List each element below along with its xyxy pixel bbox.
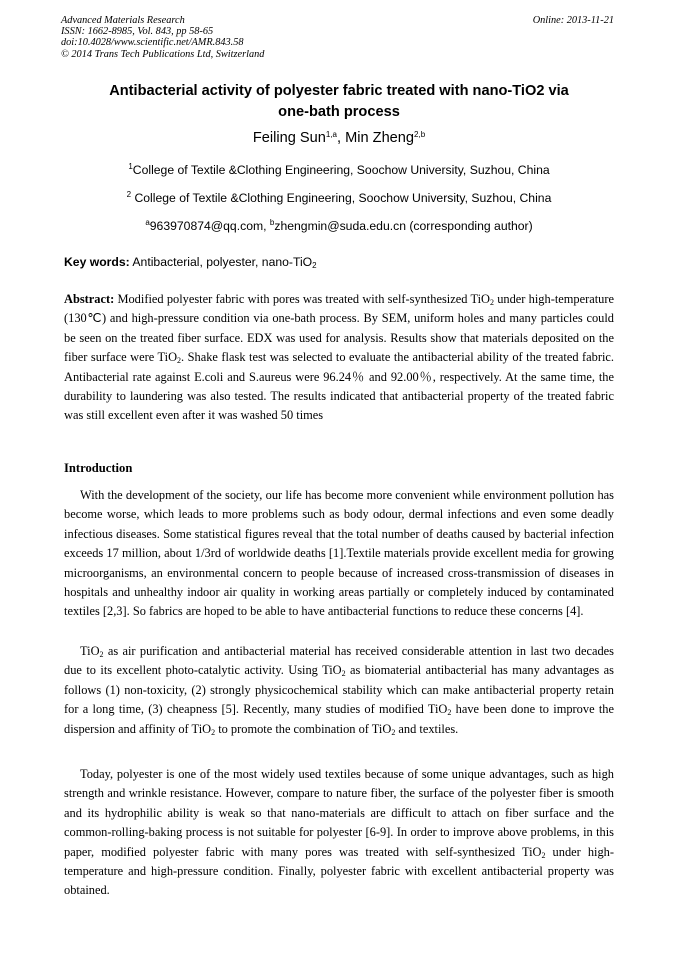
author-name: Min Zheng	[345, 130, 415, 146]
introduction-paragraph-3	[64, 765, 614, 901]
paper-title	[0, 81, 678, 123]
introduction-paragraph-2	[64, 642, 614, 739]
email-marker: a	[145, 218, 150, 227]
abstract-label: Abstract:	[64, 292, 115, 306]
paragraph-text: as air purification and antibacterial material has received considerable attention in last two decades due to its excellent photo-catalytic activity. Using TiO	[64, 644, 614, 678]
keywords-label: Key words:	[64, 255, 130, 269]
email-text: zhengmin@suda.edu.cn (corresponding author)	[274, 219, 533, 233]
paragraph-text: to promote the combination of TiO	[215, 721, 392, 736]
keywords	[64, 254, 317, 270]
paragraph-text: TiO	[80, 644, 100, 658]
affiliation-text: College of Textile &Clothing Engineering, Soochow University, Suzhou, China	[132, 163, 550, 177]
affiliation-marker: 1	[128, 162, 133, 171]
section-heading-introduction: Introduction	[64, 461, 133, 475]
email-marker: b	[269, 218, 275, 227]
subscript: 2	[489, 298, 494, 307]
subscript: 2	[211, 727, 216, 737]
paragraph-text: as biomaterial antibacterial has many advantages as follows (1) non-toxicity, (2) strongly physicochemical stability which can make antibacterial property retain for a long time, (3) cheapness [5]. Recently, many studies of modified TiO	[64, 663, 614, 717]
author-name: Feiling Sun	[252, 130, 326, 146]
keywords-text: Antibacterial, polyester, nano-TiO	[129, 255, 313, 269]
paragraph-text: have been done to improve the dispersion and affinity of TiO	[64, 702, 614, 736]
introduction-paragraph-1: With the development of the society, our life has become more convenient while environment pollution has become worse, which leads to more problems such as body odour, dermal infections and even some deadly infectious diseases. Some statistical figures reveal that the total number of deaths caused by bacterial infection exceeds 17 million, about 1/3rd of worldwide deaths [1].Textile materials provide excellent media for growing microorganisms, an environmental concern to people because of increased cross-transmission of diseases in hospitals and unhealthy indoor air quality in working areas partially or completely induced by contaminated textiles [2,3]. So fabrics are hoped to be able to have antibacterial functions to reduce these concerns [4].	[64, 488, 614, 619]
author-emails	[0, 218, 678, 234]
journal-name: Advanced Materials Research	[61, 15, 185, 26]
subscript: 2	[312, 261, 317, 270]
author-affiliation-marker: 2,b	[414, 130, 426, 139]
affiliation-1	[0, 162, 678, 178]
title-line-1: Antibacterial activity of polyester fabric treated with nano-TiO2 via	[109, 83, 569, 99]
subscript: 2	[447, 708, 452, 718]
affiliation-marker: 2	[126, 190, 132, 199]
affiliation-text: College of Textile &Clothing Engineering, Soochow University, Suzhou, China	[131, 191, 552, 205]
paragraph-text: and textiles.	[395, 721, 459, 736]
author-separator: ,	[336, 130, 346, 146]
subscript: 2	[177, 356, 182, 366]
subscript: 2	[391, 727, 396, 737]
abstract-text: . Shake flask test was selected to evaluate the antibacterial ability of the treated fabric. Antibacterial rate against E.coli and S.aureus were 96.24％ and 92.00％, respectively. At the same time, the durability to laundering was also tested. The results indicated that antibacterial property of the treated fabric was still excellent even after it was washed 50 times	[64, 350, 615, 423]
email-text: 963970874@qq.com,	[149, 219, 270, 233]
paragraph-text: under high-temperature and high-pressure condition. Finally, polyester fabric with excellent antibacterial property was obtained.	[64, 844, 614, 898]
abstract-text: under high-temperature (130℃) and high-pressure condition via one-bath process. By SEM, uniform holes and many particles could be seen on the treated fiber surface. EDX was used for analysis. Results show that materials deposited on the fiber surface were TiO	[64, 292, 614, 365]
subscript: 2	[341, 669, 346, 679]
author-affiliation-marker: 1,a	[325, 130, 337, 139]
journal-header	[61, 15, 264, 60]
subscript: 2	[99, 650, 104, 659]
copyright-line: © 2014 Trans Tech Publications Ltd, Switzerland	[61, 48, 265, 60]
online-date: Online: 2013-11-21	[532, 15, 614, 26]
affiliation-2	[0, 190, 678, 206]
abstract-paragraph	[64, 290, 614, 426]
issn-line: ISSN: 1662-8985, Vol. 843, pp 58-65	[61, 26, 214, 38]
paragraph-text: Today, polyester is one of the most widely used textiles because of some unique advantages, such as high strength and wrinkle resistance. However, compare to nature fiber, the surface of the polyester fiber is smooth and its hydrophilic ability is weak so that nano-materials are difficult to attach on fiber surface and the common-rolling-baking process is not suitable for polyester [6-9]. In order to improve above problems, in this paper, modified polyester fabric with many pores was treated with self-synthesized TiO	[64, 767, 614, 859]
subscript: 2	[541, 850, 546, 860]
title-line-2: one-bath process	[278, 104, 400, 120]
author-list	[0, 128, 678, 148]
doi-line: doi:10.4028/www.scientific.net/AMR.843.58	[61, 37, 244, 49]
abstract-text: Modified polyester fabric with pores was treated with self-synthesized TiO	[114, 292, 490, 306]
